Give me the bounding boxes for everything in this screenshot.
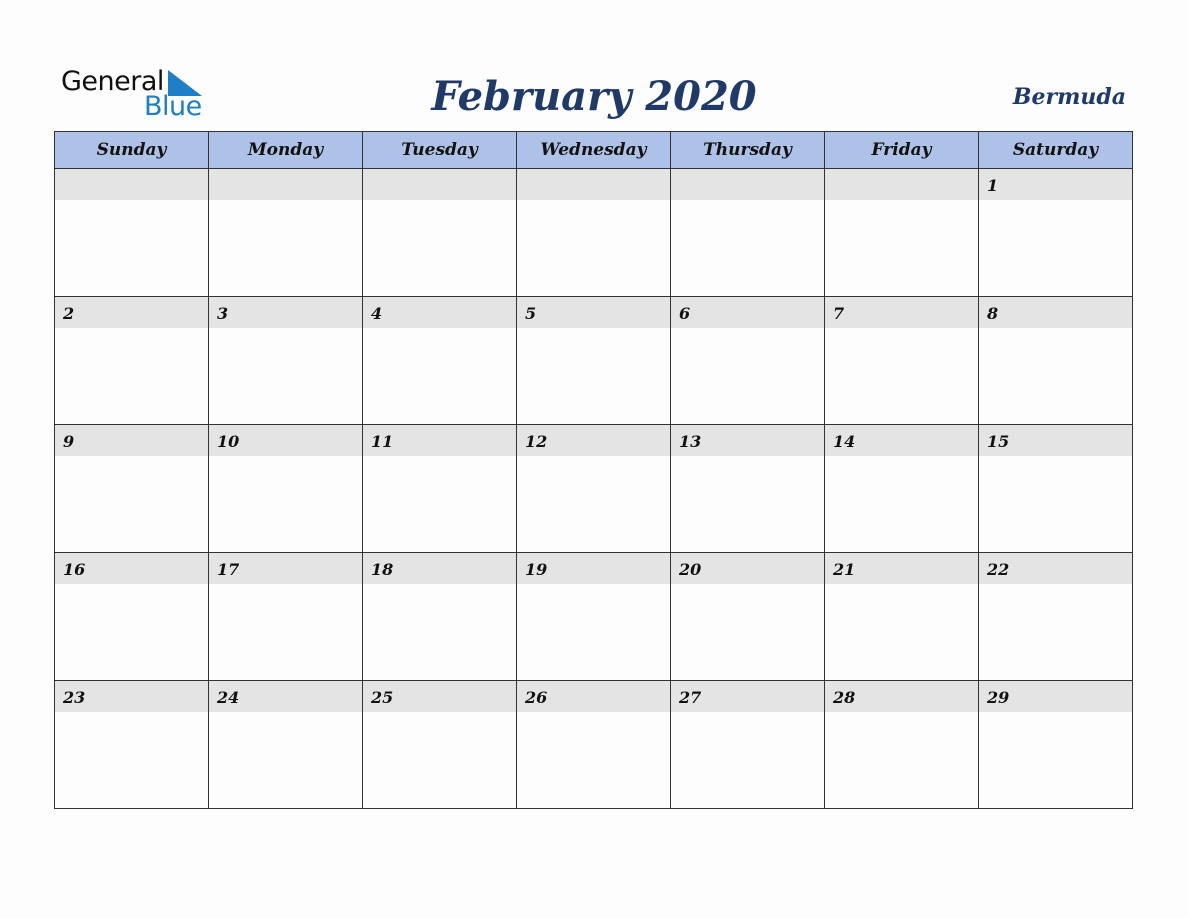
day-number: 26 [517,681,670,712]
day-number: 19 [517,553,670,584]
day-cell [671,553,825,681]
day-number: 15 [979,425,1132,456]
day-number: 20 [671,553,824,584]
week-row [55,553,1133,681]
day-cell [363,169,517,297]
day-cell [979,169,1133,297]
day-number [55,169,208,200]
day-cell [209,425,363,553]
weekday-header-row [55,132,1133,169]
week-row [55,297,1133,425]
day-cell [363,425,517,553]
day-number: 29 [979,681,1132,712]
day-cell [671,297,825,425]
day-cell [979,425,1133,553]
day-cell [671,681,825,809]
month-title: February 2020 [431,73,757,120]
day-cell [363,681,517,809]
day-cell [979,553,1133,681]
day-cell [55,553,209,681]
day-number: 22 [979,553,1132,584]
day-cell [825,169,979,297]
day-number: 8 [979,297,1132,328]
weekday-header: Tuesday [363,132,517,169]
day-cell [363,297,517,425]
day-number [363,169,516,200]
day-number: 5 [517,297,670,328]
day-number: 28 [825,681,978,712]
day-cell [55,297,209,425]
day-number: 11 [363,425,516,456]
week-row [55,169,1133,297]
day-cell [517,169,671,297]
day-cell [517,297,671,425]
day-number: 6 [671,297,824,328]
week-row [55,425,1133,553]
day-number: 27 [671,681,824,712]
day-number: 13 [671,425,824,456]
day-cell [825,297,979,425]
day-cell [55,425,209,553]
day-number: 2 [55,297,208,328]
day-number [825,169,978,200]
day-number: 12 [517,425,670,456]
day-number [517,169,670,200]
day-number: 3 [209,297,362,328]
logo-word-general: General [61,66,164,97]
country-label: Bermuda [1012,84,1126,110]
day-number: 18 [363,553,516,584]
day-number: 24 [209,681,362,712]
day-number [209,169,362,200]
day-cell [517,681,671,809]
day-number: 25 [363,681,516,712]
day-number: 10 [209,425,362,456]
day-cell [825,681,979,809]
weekday-header: Wednesday [517,132,671,169]
day-cell [517,553,671,681]
day-number [671,169,824,200]
day-number: 21 [825,553,978,584]
day-number: 17 [209,553,362,584]
day-cell [209,169,363,297]
weekday-header: Thursday [671,132,825,169]
generalblue-logo [61,66,211,122]
logo-word-blue: Blue [144,91,202,122]
day-cell [55,681,209,809]
day-cell [825,425,979,553]
day-cell [209,553,363,681]
day-cell [209,297,363,425]
calendar-grid [54,131,1133,809]
day-cell [363,553,517,681]
day-number: 7 [825,297,978,328]
day-number: 9 [55,425,208,456]
weekday-header: Monday [209,132,363,169]
day-cell [517,425,671,553]
day-cell [671,425,825,553]
day-number: 16 [55,553,208,584]
day-cell [825,553,979,681]
day-number: 4 [363,297,516,328]
weekday-header: Saturday [979,132,1133,169]
day-cell [671,169,825,297]
day-number: 1 [979,169,1132,200]
day-cell [979,297,1133,425]
weekday-header: Friday [825,132,979,169]
day-cell [979,681,1133,809]
day-number: 14 [825,425,978,456]
day-cell [209,681,363,809]
day-cell [55,169,209,297]
day-number: 23 [55,681,208,712]
weekday-header: Sunday [55,132,209,169]
week-row [55,681,1133,809]
